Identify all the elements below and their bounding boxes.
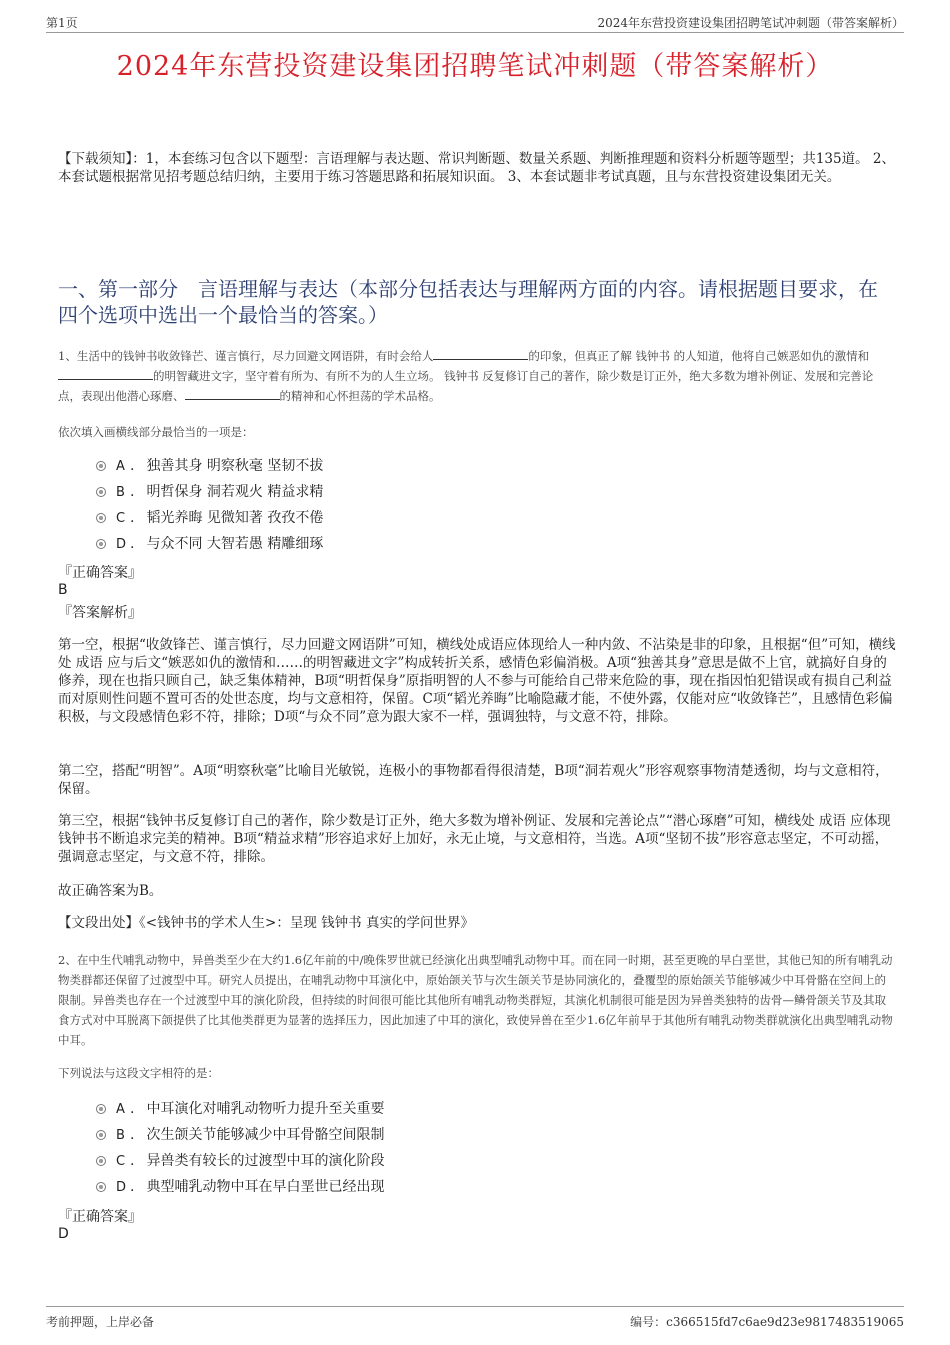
- download-notice: 【下载须知】：1，本套练习包含以下题型：言语理解与表达题、常识判断题、数量关系题、判断推理题和资料分析题等题型；共135道。 2、本套试题根据常见招考题总结归纳，主要用于练习答题思路和拓展知识面。 3、本套试题非考试真题，且与东营投资建设集团无关。: [58, 151, 895, 185]
- q1-option-a[interactable]: A . 独善其身 明察秋毫 坚韧不拔: [96, 453, 323, 479]
- q1-ask: 依次填入画横线部分最恰当的一项是：: [58, 425, 254, 439]
- q1-blank-2: [58, 368, 153, 380]
- q2-ask: 下列说法与这段文字相符的是：: [58, 1066, 219, 1080]
- footer-doc-id: 编号：c366515fd7c6ae9d23e9817483519065: [630, 1315, 904, 1329]
- section-heading: 一、第一部分 言语理解与表达（本部分包括表达与理解两方面的内容。请根据题目要求，在四个选项中选出一个最恰当的答案。）: [58, 277, 878, 327]
- radio-icon[interactable]: [96, 513, 106, 523]
- radio-icon[interactable]: [96, 1182, 106, 1192]
- radio-icon[interactable]: [96, 539, 106, 549]
- q1-answer: B: [58, 582, 68, 598]
- q1-option-c[interactable]: C . 韬光养晦 见微知著 孜孜不倦: [96, 505, 323, 531]
- q1-part2: 的印象，但真正了解 钱钟书 的人知道，他将自己嫉恶如仇的激情和: [528, 349, 870, 363]
- q1-source: 【文段出处】《<钱钟书的学术人生>：呈现 钱钟书 真实的学问世界》: [58, 915, 474, 931]
- header-doc-title: 2024年东营投资建设集团招聘笔试冲刺题（带答案解析）: [597, 16, 904, 30]
- q1-analysis-4: 故正确答案为B。: [58, 883, 163, 899]
- q1-option-d[interactable]: D . 与众不同 大智若愚 精雕细琢: [96, 531, 323, 557]
- q1-options: [96, 453, 323, 557]
- q1-part4: 的精神和心怀担荡的学术品格。: [279, 389, 441, 403]
- q1-blank-1: [433, 348, 528, 360]
- q2-options: [96, 1096, 384, 1200]
- q2-answer-label: 『正确答案』: [58, 1209, 142, 1225]
- q1-option-b[interactable]: B . 明哲保身 洞若观火 精益求精: [96, 479, 323, 505]
- q1-analysis-2: 第二空，搭配“明智”。A项“明察秋毫”比喻目光敏锐，连极小的事物都看得很清楚，B项“洞若观火”形容观察事物清楚透彻，均与文意相符，保留。: [58, 763, 889, 797]
- question-2-text: 2、在中生代哺乳动物中，异兽类至少在大约1.6亿年前的中/晚侏罗世就已经演化出典型哺乳动物中耳。而在同一时期，甚至更晚的早白垩世，其他已知的所有哺乳动物类群都还保留了过渡型中耳。研究人员提出，在哺乳动物中耳演化中，原始颌关节与次生颌关节是协同演化的，叠覆型的原始颌关节能够减少中耳骨骼在空间上的限制。异兽类也存在一个过渡型中耳的演化阶段，但持续的时间很可能比其他所有哺乳动物类群短，其演化机制很可能是因为异兽类独特的齿骨—鳞骨颌关节及其取食方式对中耳脱离下颌提供了比其他类群更为显著的选择压力，因此加速了中耳的演化，致使异兽在至少1.6亿年前早于其他所有哺乳动物类群就演化出典型哺乳动物中耳。: [58, 953, 893, 1047]
- page-footer: [46, 1306, 904, 1333]
- q2-option-c[interactable]: C . 异兽类有较长的过渡型中耳的演化阶段: [96, 1148, 384, 1174]
- q1-part1: 1、生活中的钱钟书收敛锋芒、谨言慎行，尽力回避文网语阱，有时会给人: [58, 349, 434, 363]
- q2-option-a[interactable]: A . 中耳演化对哺乳动物听力提升至关重要: [96, 1096, 384, 1122]
- q2-option-d[interactable]: D . 典型哺乳动物中耳在早白垩世已经出现: [96, 1174, 384, 1200]
- q1-analysis-label: 『答案解析』: [58, 605, 142, 621]
- radio-icon[interactable]: [96, 461, 106, 471]
- radio-icon[interactable]: [96, 1156, 106, 1166]
- q1-blank-3: [185, 388, 280, 400]
- page-header: [46, 14, 904, 33]
- q1-answer-label: 『正确答案』: [58, 565, 142, 581]
- radio-icon[interactable]: [96, 1130, 106, 1140]
- question-1-text: [58, 346, 896, 406]
- page-title: 2024年东营投资建设集团招聘笔试冲刺题（带答案解析）: [116, 51, 834, 82]
- q2-option-b[interactable]: B . 次生颌关节能够减少中耳骨骼空间限制: [96, 1122, 384, 1148]
- page-number: 第1页: [46, 16, 78, 30]
- q1-analysis-1: 第一空，根据“收敛锋芒、谨言慎行，尽力回避文网语阱”可知，横线处成语应体现给人一种内敛、不沾染是非的印象，且根据“但”可知，横线处 成语 应与后文“嫉恶如仇的激情和……的明智藏进文字”构成转折关系，感情色彩偏消极。A项“独善其身”意思是做不上官，就搞好自身的修养，现在也指只顾自己，缺乏集体精神，B项“明哲保身”原指明智的人不参与可能给自己带来危险的事，现在指因怕犯错误或有损自己利益而对原则性问题不置可否的处世态度，均与文意相符，保留。C项“韬光养晦”比喻隐藏才能，不使外露，仅能对应“收敛锋芒”，且感情色彩偏积极，与文段感情色彩不符，排除；D项“与众不同”意为跟大家不一样，强调独特，与文意不符，排除。: [58, 637, 896, 725]
- radio-icon[interactable]: [96, 487, 106, 497]
- radio-icon[interactable]: [96, 1104, 106, 1114]
- q1-analysis-3: 第三空，根据“钱钟书反复修订自己的著作，除少数是订正外，绝大多数为增补例证、发展和完善论点”“潜心琢磨”可知，横线处 成语 应体现钱钟书不断追求完美的精神。B项“精益求精”形容追求好上加好，永无止境，与文意相符，当选。A项“坚韧不拔”形容意志坚定，不可动摇，强调意志坚定，与文意不符，排除。: [58, 813, 891, 865]
- footer-slogan: 考前押题，上岸必备: [46, 1315, 155, 1329]
- q1-part3: 的明智藏进文字，坚守着有所为、有所不为的人生立场。 钱钟书 反复修订自己的著作，除少数是订正外，绝大多数为增补例证、发展和完善论点，表现出他潜心琢磨、: [58, 369, 874, 403]
- q2-answer: D: [58, 1226, 69, 1242]
